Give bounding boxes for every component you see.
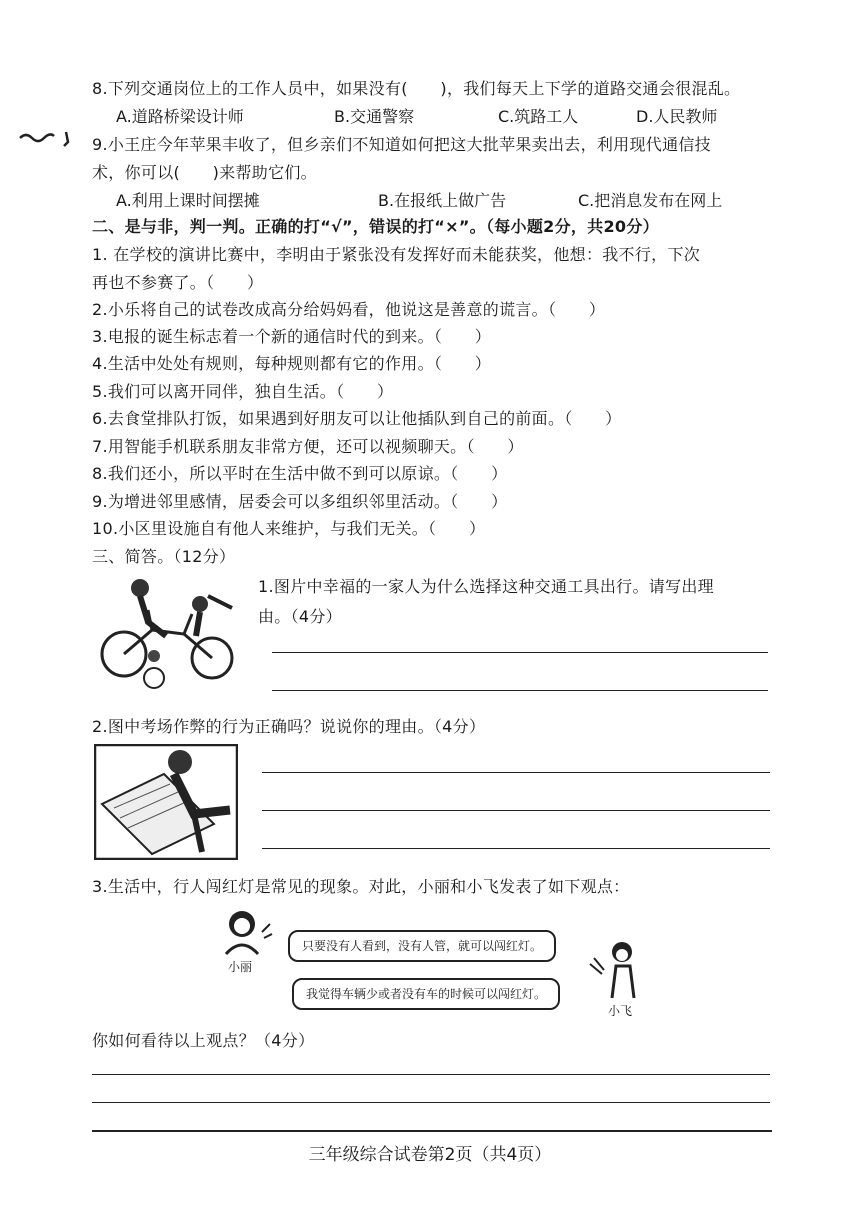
xiaofei-figure <box>586 938 640 1000</box>
q8-option-d: D.人民教师 <box>636 107 718 126</box>
q9-option-a: A.利用上课时间摆摊 <box>116 191 260 210</box>
answer-line[interactable] <box>262 772 770 773</box>
answer-q3: 3.生活中，行人闯红灯是常见的现象。对此，小丽和小飞发表了如下观点： <box>92 877 630 896</box>
judge-item-3: 3.电报的诞生标志着一个新的通信时代的到来。（ ） <box>92 327 492 346</box>
name-xiaofei: 小飞 <box>608 1004 633 1018</box>
judge-item-1a: 1. 在学校的演讲比赛中，李明由于紧张没有发挥好而未能获奖，他想：我不行，下次 <box>92 245 701 264</box>
judge-item-10: 10.小区里设施自有他人来维护，与我们无关。（ ） <box>92 519 486 538</box>
name-xiaoli: 小丽 <box>228 960 253 974</box>
judge-item-2: 2.小乐将自己的试卷改成高分给妈妈看，他说这是善意的谎言。（ ） <box>92 300 606 319</box>
answer-line[interactable] <box>272 690 768 691</box>
q8-stem: 8.下列交通岗位上的工作人员中，如果没有( )，我们每天上下学的道路交通会很混乱。 <box>92 79 741 98</box>
judge-item-8: 8.我们还小，所以平时在生活中做不到可以原谅。（ ） <box>92 464 508 483</box>
answer-line[interactable] <box>262 848 770 849</box>
q9-option-b: B.在报纸上做广告 <box>378 191 507 210</box>
judge-item-6: 6.去食堂排队打饭，如果遇到好朋友可以让他插队到自己的前面。（ ） <box>92 409 622 428</box>
judge-item-5: 5.我们可以离开同伴，独自生活。（ ） <box>92 382 394 401</box>
answer-q1-line2: 由。（4分） <box>258 607 342 626</box>
section2-title: 二、是与非，判一判。正确的打“√”，错误的打“×”。（每小题2分，共20分） <box>92 217 659 236</box>
judge-item-7: 7.用智能手机联系朋友非常方便，还可以视频聊天。（ ） <box>92 437 524 456</box>
q9-option-c: C.把消息发布在网上 <box>578 191 723 210</box>
q8-option-b: B.交通警察 <box>334 107 415 126</box>
q8-option-a: A.道路桥梁设计师 <box>116 107 244 126</box>
judge-item-4: 4.生活中处处有规则，每种规则都有它的作用。（ ） <box>92 354 492 373</box>
family-bicycle-illustration <box>92 574 242 694</box>
footer-rule <box>92 1130 772 1132</box>
answer-q2: 2.图中考场作弊的行为正确吗？说说你的理由。（4分） <box>92 717 486 736</box>
section3-title: 三、简答。（12分） <box>92 547 236 566</box>
page-footer: 三年级综合试卷第2页（共4页） <box>308 1145 552 1165</box>
speech-bubble-xiaoli: 只要没有人看到，没有人管，就可以闯红灯。 <box>288 930 556 962</box>
answer-line[interactable] <box>262 810 770 811</box>
q8-option-c: C.筑路工人 <box>498 107 579 126</box>
answer-line[interactable] <box>272 652 768 653</box>
exam-cheating-illustration <box>94 744 238 860</box>
answer-line[interactable] <box>92 1074 770 1075</box>
judge-item-1b: 再也不参赛了。（ ） <box>92 273 264 292</box>
xiaoli-figure <box>218 908 274 956</box>
answer-line[interactable] <box>92 1102 770 1103</box>
judge-item-9: 9.为增进邻里感情，居委会可以多组织邻里活动。（ ） <box>92 492 508 511</box>
answer-q1-line1: 1.图片中幸福的一家人为什么选择这种交通工具出行。请写出理 <box>258 577 714 596</box>
q9-stem-line2: 术，你可以( )来帮助它们。 <box>92 163 317 182</box>
speech-bubble-xiaofei: 我觉得车辆少或者没有车的时候可以闯红灯。 <box>292 978 560 1010</box>
margin-scribble <box>18 126 78 148</box>
q9-stem-line1: 9.小王庄今年苹果丰收了，但乡亲们不知道如何把这大批苹果卖出去，利用现代通信技 <box>92 135 711 154</box>
answer-q3-ask: 你如何看待以上观点？（4分） <box>92 1031 315 1050</box>
